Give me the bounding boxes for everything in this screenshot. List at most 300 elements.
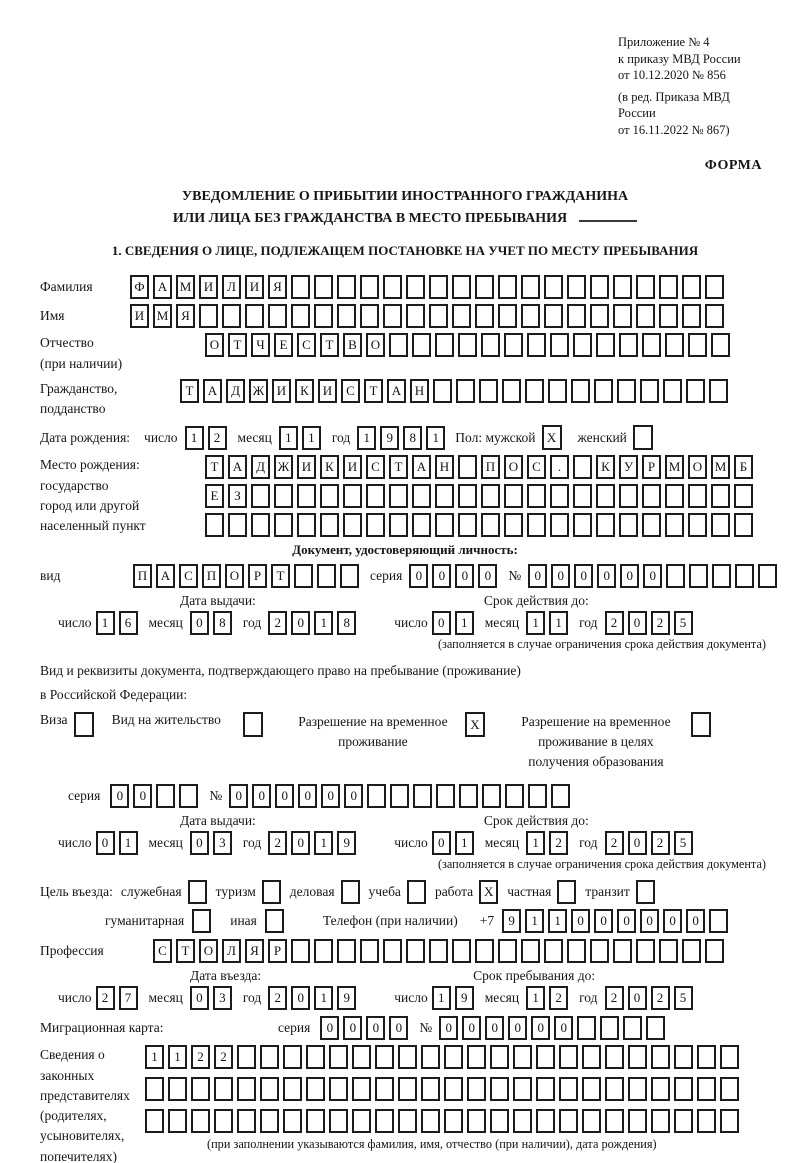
- purpose-checkbox[interactable]: [262, 880, 281, 904]
- char-cell[interactable]: [567, 275, 586, 299]
- char-cell[interactable]: [536, 1045, 555, 1069]
- birth-month-boxes[interactable]: [279, 426, 325, 450]
- char-cell[interactable]: [314, 275, 333, 299]
- char-cell[interactable]: [329, 1077, 348, 1101]
- char-cell[interactable]: [505, 784, 524, 808]
- guardians-boxes-row3[interactable]: [145, 1109, 743, 1133]
- char-cell[interactable]: [360, 304, 379, 328]
- char-cell[interactable]: [343, 513, 362, 537]
- char-cell[interactable]: [398, 1077, 417, 1101]
- char-cell[interactable]: [544, 275, 563, 299]
- char-cell[interactable]: [458, 455, 477, 479]
- char-cell[interactable]: [367, 784, 386, 808]
- temp-permit-edu-checkbox[interactable]: [691, 712, 711, 737]
- char-cell[interactable]: 0: [320, 1016, 339, 1040]
- char-cell[interactable]: 0: [531, 1016, 550, 1040]
- char-cell[interactable]: [268, 304, 287, 328]
- char-cell[interactable]: 0: [432, 831, 451, 855]
- birth-place-boxes-row2[interactable]: [205, 484, 757, 508]
- char-cell[interactable]: [412, 484, 431, 508]
- char-cell[interactable]: [199, 304, 218, 328]
- char-cell[interactable]: [421, 1109, 440, 1133]
- id-issue-year-boxes[interactable]: [268, 611, 360, 635]
- char-cell[interactable]: [352, 1045, 371, 1069]
- char-cell[interactable]: [697, 1045, 716, 1069]
- char-cell[interactable]: [734, 484, 753, 508]
- char-cell[interactable]: [452, 275, 471, 299]
- char-cell[interactable]: [444, 1077, 463, 1101]
- mig-number-boxes[interactable]: [439, 1016, 669, 1040]
- char-cell[interactable]: 0: [366, 1016, 385, 1040]
- rvp-valid-year-boxes[interactable]: [605, 831, 697, 855]
- char-cell[interactable]: [337, 275, 356, 299]
- char-cell[interactable]: [705, 939, 724, 963]
- char-cell[interactable]: [590, 275, 609, 299]
- char-cell[interactable]: [458, 513, 477, 537]
- doc-kind-boxes[interactable]: [133, 564, 363, 588]
- char-cell[interactable]: [619, 513, 638, 537]
- char-cell[interactable]: [577, 1016, 596, 1040]
- char-cell[interactable]: Б: [734, 455, 753, 479]
- char-cell[interactable]: Т: [180, 379, 199, 403]
- char-cell[interactable]: 9: [380, 426, 399, 450]
- char-cell[interactable]: [444, 1109, 463, 1133]
- char-cell[interactable]: [467, 1045, 486, 1069]
- char-cell[interactable]: [283, 1077, 302, 1101]
- char-cell[interactable]: И: [297, 455, 316, 479]
- char-cell[interactable]: Е: [205, 484, 224, 508]
- char-cell[interactable]: [636, 275, 655, 299]
- char-cell[interactable]: 0: [133, 784, 152, 808]
- char-cell[interactable]: [682, 304, 701, 328]
- char-cell[interactable]: М: [665, 455, 684, 479]
- char-cell[interactable]: 2: [549, 831, 568, 855]
- char-cell[interactable]: [389, 333, 408, 357]
- char-cell[interactable]: [329, 1045, 348, 1069]
- char-cell[interactable]: 0: [455, 564, 474, 588]
- char-cell[interactable]: 1: [314, 611, 333, 635]
- char-cell[interactable]: 8: [337, 611, 356, 635]
- char-cell[interactable]: 1: [426, 426, 445, 450]
- char-cell[interactable]: [413, 784, 432, 808]
- char-cell[interactable]: 1: [302, 426, 321, 450]
- char-cell[interactable]: [527, 513, 546, 537]
- char-cell[interactable]: [228, 513, 247, 537]
- char-cell[interactable]: [720, 1045, 739, 1069]
- char-cell[interactable]: [406, 939, 425, 963]
- char-cell[interactable]: [502, 379, 521, 403]
- char-cell[interactable]: 1: [455, 611, 474, 635]
- rvp-valid-day-boxes[interactable]: [432, 831, 478, 855]
- char-cell[interactable]: Ч: [251, 333, 270, 357]
- char-cell[interactable]: 0: [275, 784, 294, 808]
- char-cell[interactable]: [758, 564, 777, 588]
- char-cell[interactable]: [352, 1077, 371, 1101]
- char-cell[interactable]: Л: [222, 939, 241, 963]
- char-cell[interactable]: [168, 1077, 187, 1101]
- given-name-boxes[interactable]: [130, 304, 728, 328]
- char-cell[interactable]: [366, 484, 385, 508]
- char-cell[interactable]: 2: [268, 611, 287, 635]
- char-cell[interactable]: 1: [526, 831, 545, 855]
- char-cell[interactable]: [314, 939, 333, 963]
- char-cell[interactable]: [481, 333, 500, 357]
- char-cell[interactable]: [659, 275, 678, 299]
- char-cell[interactable]: [705, 275, 724, 299]
- char-cell[interactable]: [383, 304, 402, 328]
- char-cell[interactable]: Е: [274, 333, 293, 357]
- char-cell[interactable]: 9: [455, 986, 474, 1010]
- char-cell[interactable]: Д: [226, 379, 245, 403]
- char-cell[interactable]: 0: [643, 564, 662, 588]
- char-cell[interactable]: [274, 484, 293, 508]
- char-cell[interactable]: [297, 484, 316, 508]
- char-cell[interactable]: 0: [594, 909, 613, 933]
- char-cell[interactable]: [504, 333, 523, 357]
- char-cell[interactable]: [567, 939, 586, 963]
- char-cell[interactable]: [360, 275, 379, 299]
- char-cell[interactable]: [498, 304, 517, 328]
- char-cell[interactable]: 1: [357, 426, 376, 450]
- char-cell[interactable]: [383, 939, 402, 963]
- guardians-boxes-row1[interactable]: [145, 1045, 743, 1069]
- char-cell[interactable]: [398, 1045, 417, 1069]
- char-cell[interactable]: [709, 909, 728, 933]
- char-cell[interactable]: Т: [364, 379, 383, 403]
- char-cell[interactable]: [646, 1016, 665, 1040]
- char-cell[interactable]: 0: [663, 909, 682, 933]
- char-cell[interactable]: О: [205, 333, 224, 357]
- char-cell[interactable]: О: [366, 333, 385, 357]
- char-cell[interactable]: [605, 1109, 624, 1133]
- char-cell[interactable]: [467, 1109, 486, 1133]
- char-cell[interactable]: [550, 333, 569, 357]
- char-cell[interactable]: [389, 513, 408, 537]
- char-cell[interactable]: [260, 1109, 279, 1133]
- char-cell[interactable]: [251, 513, 270, 537]
- char-cell[interactable]: [291, 939, 310, 963]
- char-cell[interactable]: [306, 1045, 325, 1069]
- char-cell[interactable]: [375, 1109, 394, 1133]
- char-cell[interactable]: [651, 1109, 670, 1133]
- char-cell[interactable]: [398, 1109, 417, 1133]
- char-cell[interactable]: 0: [617, 909, 636, 933]
- char-cell[interactable]: [642, 333, 661, 357]
- char-cell[interactable]: [412, 333, 431, 357]
- char-cell[interactable]: [222, 304, 241, 328]
- rvp-issue-month-boxes[interactable]: [190, 831, 236, 855]
- profession-boxes[interactable]: [153, 939, 728, 963]
- char-cell[interactable]: [291, 304, 310, 328]
- char-cell[interactable]: [697, 1077, 716, 1101]
- rvp-issue-year-boxes[interactable]: [268, 831, 360, 855]
- char-cell[interactable]: К: [320, 455, 339, 479]
- char-cell[interactable]: [571, 379, 590, 403]
- char-cell[interactable]: [548, 379, 567, 403]
- char-cell[interactable]: [659, 304, 678, 328]
- char-cell[interactable]: [682, 275, 701, 299]
- char-cell[interactable]: Т: [205, 455, 224, 479]
- char-cell[interactable]: [686, 379, 705, 403]
- char-cell[interactable]: [260, 1045, 279, 1069]
- char-cell[interactable]: [559, 1077, 578, 1101]
- char-cell[interactable]: [720, 1109, 739, 1133]
- char-cell[interactable]: [605, 1045, 624, 1069]
- sex-male-checkbox[interactable]: X: [542, 425, 562, 450]
- char-cell[interactable]: [527, 484, 546, 508]
- char-cell[interactable]: 1: [185, 426, 204, 450]
- char-cell[interactable]: [314, 304, 333, 328]
- char-cell[interactable]: [674, 1109, 693, 1133]
- char-cell[interactable]: Ф: [130, 275, 149, 299]
- char-cell[interactable]: П: [202, 564, 221, 588]
- char-cell[interactable]: [459, 784, 478, 808]
- id-number-boxes[interactable]: [528, 564, 781, 588]
- char-cell[interactable]: [682, 939, 701, 963]
- char-cell[interactable]: [337, 304, 356, 328]
- char-cell[interactable]: [429, 939, 448, 963]
- stay-year-boxes[interactable]: [605, 986, 697, 1010]
- char-cell[interactable]: [521, 939, 540, 963]
- sex-female-checkbox[interactable]: [633, 425, 653, 450]
- char-cell[interactable]: [251, 484, 270, 508]
- rvp-number-boxes[interactable]: [229, 784, 574, 808]
- char-cell[interactable]: 2: [268, 831, 287, 855]
- char-cell[interactable]: А: [387, 379, 406, 403]
- char-cell[interactable]: 1: [526, 986, 545, 1010]
- char-cell[interactable]: И: [318, 379, 337, 403]
- entry-month-boxes[interactable]: [190, 986, 236, 1010]
- char-cell[interactable]: Я: [268, 275, 287, 299]
- char-cell[interactable]: [613, 304, 632, 328]
- char-cell[interactable]: [705, 304, 724, 328]
- char-cell[interactable]: Ж: [274, 455, 293, 479]
- char-cell[interactable]: [191, 1077, 210, 1101]
- char-cell[interactable]: С: [527, 455, 546, 479]
- char-cell[interactable]: [550, 484, 569, 508]
- char-cell[interactable]: 1: [119, 831, 138, 855]
- char-cell[interactable]: 0: [528, 564, 547, 588]
- char-cell[interactable]: [628, 1077, 647, 1101]
- char-cell[interactable]: 1: [525, 909, 544, 933]
- char-cell[interactable]: 1: [549, 611, 568, 635]
- char-cell[interactable]: [596, 513, 615, 537]
- char-cell[interactable]: [421, 1077, 440, 1101]
- char-cell[interactable]: 2: [651, 611, 670, 635]
- char-cell[interactable]: 0: [321, 784, 340, 808]
- char-cell[interactable]: [179, 784, 198, 808]
- char-cell[interactable]: [544, 304, 563, 328]
- char-cell[interactable]: 0: [291, 611, 310, 635]
- char-cell[interactable]: [479, 379, 498, 403]
- char-cell[interactable]: [444, 1045, 463, 1069]
- char-cell[interactable]: [291, 275, 310, 299]
- char-cell[interactable]: [490, 1077, 509, 1101]
- char-cell[interactable]: 1: [314, 831, 333, 855]
- char-cell[interactable]: 0: [478, 564, 497, 588]
- char-cell[interactable]: [573, 333, 592, 357]
- char-cell[interactable]: [435, 484, 454, 508]
- char-cell[interactable]: 9: [337, 986, 356, 1010]
- char-cell[interactable]: [406, 304, 425, 328]
- char-cell[interactable]: [490, 1109, 509, 1133]
- char-cell[interactable]: [475, 304, 494, 328]
- purpose-checkbox[interactable]: [188, 880, 207, 904]
- char-cell[interactable]: [711, 513, 730, 537]
- char-cell[interactable]: 0: [485, 1016, 504, 1040]
- char-cell[interactable]: 0: [628, 611, 647, 635]
- char-cell[interactable]: 0: [574, 564, 593, 588]
- char-cell[interactable]: 0: [439, 1016, 458, 1040]
- char-cell[interactable]: 1: [314, 986, 333, 1010]
- char-cell[interactable]: [544, 939, 563, 963]
- char-cell[interactable]: Т: [176, 939, 195, 963]
- char-cell[interactable]: [663, 379, 682, 403]
- char-cell[interactable]: 0: [409, 564, 428, 588]
- entry-year-boxes[interactable]: [268, 986, 360, 1010]
- char-cell[interactable]: Н: [435, 455, 454, 479]
- char-cell[interactable]: 0: [96, 831, 115, 855]
- char-cell[interactable]: В: [343, 333, 362, 357]
- char-cell[interactable]: Р: [268, 939, 287, 963]
- char-cell[interactable]: [412, 513, 431, 537]
- char-cell[interactable]: 0: [508, 1016, 527, 1040]
- char-cell[interactable]: [594, 379, 613, 403]
- char-cell[interactable]: [628, 1045, 647, 1069]
- char-cell[interactable]: А: [203, 379, 222, 403]
- char-cell[interactable]: [521, 304, 540, 328]
- char-cell[interactable]: 0: [628, 986, 647, 1010]
- char-cell[interactable]: А: [153, 275, 172, 299]
- char-cell[interactable]: [582, 1077, 601, 1101]
- char-cell[interactable]: [659, 939, 678, 963]
- purpose-checkbox[interactable]: [636, 880, 655, 904]
- char-cell[interactable]: [433, 379, 452, 403]
- char-cell[interactable]: И: [199, 275, 218, 299]
- char-cell[interactable]: А: [156, 564, 175, 588]
- char-cell[interactable]: [590, 939, 609, 963]
- char-cell[interactable]: 1: [279, 426, 298, 450]
- char-cell[interactable]: С: [297, 333, 316, 357]
- char-cell[interactable]: [590, 304, 609, 328]
- char-cell[interactable]: [360, 939, 379, 963]
- char-cell[interactable]: [536, 1077, 555, 1101]
- char-cell[interactable]: [709, 379, 728, 403]
- char-cell[interactable]: [467, 1077, 486, 1101]
- char-cell[interactable]: [613, 275, 632, 299]
- char-cell[interactable]: [237, 1109, 256, 1133]
- char-cell[interactable]: 2: [651, 986, 670, 1010]
- char-cell[interactable]: [458, 484, 477, 508]
- char-cell[interactable]: [513, 1077, 532, 1101]
- char-cell[interactable]: [297, 513, 316, 537]
- char-cell[interactable]: 0: [229, 784, 248, 808]
- char-cell[interactable]: [456, 379, 475, 403]
- char-cell[interactable]: Д: [251, 455, 270, 479]
- char-cell[interactable]: 0: [291, 831, 310, 855]
- char-cell[interactable]: [619, 484, 638, 508]
- char-cell[interactable]: [498, 939, 517, 963]
- char-cell[interactable]: [481, 484, 500, 508]
- char-cell[interactable]: [628, 1109, 647, 1133]
- char-cell[interactable]: [317, 564, 336, 588]
- char-cell[interactable]: [582, 1109, 601, 1133]
- char-cell[interactable]: [559, 1109, 578, 1133]
- char-cell[interactable]: Т: [271, 564, 290, 588]
- char-cell[interactable]: 6: [119, 611, 138, 635]
- char-cell[interactable]: Л: [222, 275, 241, 299]
- char-cell[interactable]: 0: [554, 1016, 573, 1040]
- char-cell[interactable]: Я: [245, 939, 264, 963]
- char-cell[interactable]: [475, 939, 494, 963]
- char-cell[interactable]: С: [153, 939, 172, 963]
- char-cell[interactable]: [429, 304, 448, 328]
- char-cell[interactable]: [734, 513, 753, 537]
- char-cell[interactable]: 1: [432, 986, 451, 1010]
- char-cell[interactable]: [156, 784, 175, 808]
- char-cell[interactable]: [665, 513, 684, 537]
- char-cell[interactable]: 2: [605, 986, 624, 1010]
- char-cell[interactable]: 2: [605, 611, 624, 635]
- char-cell[interactable]: А: [228, 455, 247, 479]
- char-cell[interactable]: [636, 304, 655, 328]
- char-cell[interactable]: 3: [213, 986, 232, 1010]
- char-cell[interactable]: [329, 1109, 348, 1133]
- char-cell[interactable]: [605, 1077, 624, 1101]
- char-cell[interactable]: [613, 939, 632, 963]
- char-cell[interactable]: 0: [298, 784, 317, 808]
- char-cell[interactable]: И: [272, 379, 291, 403]
- char-cell[interactable]: 0: [462, 1016, 481, 1040]
- char-cell[interactable]: [573, 455, 592, 479]
- rvp-issue-day-boxes[interactable]: [96, 831, 142, 855]
- mig-series-boxes[interactable]: [320, 1016, 412, 1040]
- char-cell[interactable]: 0: [291, 986, 310, 1010]
- char-cell[interactable]: З: [228, 484, 247, 508]
- temp-permit-checkbox[interactable]: X: [465, 712, 485, 737]
- id-valid-day-boxes[interactable]: [432, 611, 478, 635]
- char-cell[interactable]: [168, 1109, 187, 1133]
- char-cell[interactable]: 1: [96, 611, 115, 635]
- char-cell[interactable]: [145, 1077, 164, 1101]
- char-cell[interactable]: Т: [389, 455, 408, 479]
- char-cell[interactable]: [735, 564, 754, 588]
- citizenship-boxes[interactable]: [180, 379, 732, 403]
- birth-place-boxes-row1[interactable]: [205, 455, 757, 479]
- char-cell[interactable]: 0: [640, 909, 659, 933]
- char-cell[interactable]: [559, 1045, 578, 1069]
- char-cell[interactable]: [214, 1077, 233, 1101]
- patronymic-boxes[interactable]: [205, 333, 734, 357]
- char-cell[interactable]: [573, 484, 592, 508]
- char-cell[interactable]: П: [133, 564, 152, 588]
- char-cell[interactable]: [458, 333, 477, 357]
- char-cell[interactable]: [651, 1045, 670, 1069]
- char-cell[interactable]: [214, 1109, 233, 1133]
- char-cell[interactable]: 0: [252, 784, 271, 808]
- surname-boxes[interactable]: [130, 275, 728, 299]
- residence-permit-checkbox[interactable]: [243, 712, 263, 737]
- char-cell[interactable]: [283, 1045, 302, 1069]
- char-cell[interactable]: 5: [674, 611, 693, 635]
- char-cell[interactable]: [636, 939, 655, 963]
- char-cell[interactable]: [306, 1077, 325, 1101]
- char-cell[interactable]: [421, 1045, 440, 1069]
- char-cell[interactable]: К: [295, 379, 314, 403]
- char-cell[interactable]: [651, 1077, 670, 1101]
- char-cell[interactable]: [640, 379, 659, 403]
- char-cell[interactable]: [550, 513, 569, 537]
